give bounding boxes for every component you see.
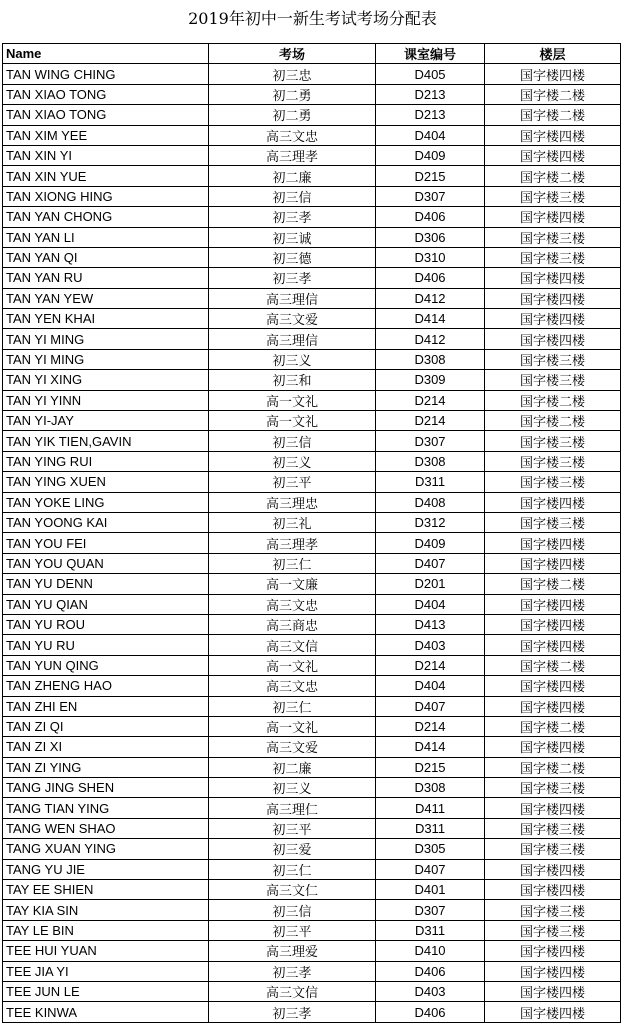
cell-room: D213 <box>376 84 485 104</box>
cell-room: D412 <box>376 288 485 308</box>
cell-room: D311 <box>376 818 485 838</box>
cell-name: TAN YI XING <box>3 370 209 390</box>
cell-room: D214 <box>376 716 485 736</box>
cell-name: TAN XIN YI <box>3 145 209 165</box>
cell-hall: 初三诚 <box>209 227 376 247</box>
cell-room: D404 <box>376 125 485 145</box>
table-row <box>3 737 621 757</box>
table-row <box>3 880 621 900</box>
cell-name: TAN YAN LI <box>3 227 209 247</box>
cell-floor: 国字楼四楼 <box>485 676 621 696</box>
cell-floor: 国字楼四楼 <box>485 614 621 634</box>
table-header-row <box>3 44 621 64</box>
cell-name: TEE JIA YI <box>3 961 209 981</box>
table-row <box>3 920 621 940</box>
cell-floor: 国字楼二楼 <box>485 105 621 125</box>
cell-room: D406 <box>376 207 485 227</box>
cell-hall: 初三孝 <box>209 1002 376 1022</box>
cell-room: D214 <box>376 411 485 431</box>
cell-room: D308 <box>376 349 485 369</box>
table-row <box>3 655 621 675</box>
table-row <box>3 900 621 920</box>
cell-room: D407 <box>376 696 485 716</box>
cell-name: TAN XIAO TONG <box>3 105 209 125</box>
cell-name: TAN YAN QI <box>3 247 209 267</box>
cell-name: TEE JUN LE <box>3 981 209 1001</box>
cell-name: TAN XIONG HING <box>3 186 209 206</box>
cell-floor: 国字楼二楼 <box>485 390 621 410</box>
cell-room: D413 <box>376 614 485 634</box>
table-row <box>3 288 621 308</box>
cell-floor: 国字楼二楼 <box>485 655 621 675</box>
cell-room: D407 <box>376 859 485 879</box>
cell-room: D412 <box>376 329 485 349</box>
table-row <box>3 594 621 614</box>
cell-hall: 高三文忠 <box>209 125 376 145</box>
table-row <box>3 981 621 1001</box>
cell-floor: 国字楼三楼 <box>485 431 621 451</box>
cell-name: TAN YAN RU <box>3 268 209 288</box>
cell-name: TEE KINWA <box>3 1002 209 1022</box>
cell-room: D215 <box>376 757 485 777</box>
cell-room: D403 <box>376 981 485 1001</box>
table-row <box>3 268 621 288</box>
cell-room: D403 <box>376 635 485 655</box>
cell-floor: 国字楼四楼 <box>485 594 621 614</box>
cell-floor: 国字楼四楼 <box>485 268 621 288</box>
table-row <box>3 696 621 716</box>
cell-floor: 国字楼三楼 <box>485 247 621 267</box>
column-header-name: Name <box>3 44 209 64</box>
column-header-hall: 考场 <box>209 44 376 64</box>
cell-name: TANG YU JIE <box>3 859 209 879</box>
table-row <box>3 227 621 247</box>
cell-hall: 高一文礼 <box>209 390 376 410</box>
table-row <box>3 798 621 818</box>
cell-hall: 初三孝 <box>209 268 376 288</box>
cell-hall: 初二勇 <box>209 105 376 125</box>
cell-name: TANG JING SHEN <box>3 778 209 798</box>
cell-hall: 高一文廉 <box>209 574 376 594</box>
cell-hall: 初三信 <box>209 186 376 206</box>
table-row <box>3 614 621 634</box>
cell-name: TAN YI MING <box>3 349 209 369</box>
cell-floor: 国字楼四楼 <box>485 1002 621 1022</box>
cell-room: D305 <box>376 839 485 859</box>
cell-name: TAN WING CHING <box>3 64 209 84</box>
cell-name: TAN YU RU <box>3 635 209 655</box>
cell-room: D409 <box>376 145 485 165</box>
cell-room: D407 <box>376 553 485 573</box>
cell-room: D401 <box>376 880 485 900</box>
column-header-room: 课室编号 <box>376 44 485 64</box>
cell-hall: 高三理仁 <box>209 798 376 818</box>
cell-room: D414 <box>376 737 485 757</box>
cell-floor: 国字楼三楼 <box>485 839 621 859</box>
cell-floor: 国字楼四楼 <box>485 880 621 900</box>
cell-room: D406 <box>376 961 485 981</box>
cell-hall: 高三理孝 <box>209 533 376 553</box>
cell-floor: 国字楼四楼 <box>485 64 621 84</box>
cell-room: D214 <box>376 655 485 675</box>
cell-hall: 初二勇 <box>209 84 376 104</box>
cell-floor: 国字楼二楼 <box>485 166 621 186</box>
cell-room: D405 <box>376 64 485 84</box>
cell-hall: 初三仁 <box>209 553 376 573</box>
table-row <box>3 818 621 838</box>
cell-name: TAN ZI XI <box>3 737 209 757</box>
cell-name: TAN YOKE LING <box>3 492 209 512</box>
cell-hall: 初三义 <box>209 451 376 471</box>
cell-room: D408 <box>376 492 485 512</box>
cell-room: D307 <box>376 900 485 920</box>
cell-hall: 高三理信 <box>209 329 376 349</box>
table-row <box>3 186 621 206</box>
cell-name: TAN YAN CHONG <box>3 207 209 227</box>
table-row <box>3 145 621 165</box>
cell-hall: 高三文爱 <box>209 737 376 757</box>
cell-floor: 国字楼三楼 <box>485 472 621 492</box>
cell-room: D309 <box>376 370 485 390</box>
cell-name: TAN YING RUI <box>3 451 209 471</box>
cell-hall: 初三孝 <box>209 961 376 981</box>
cell-floor: 国字楼三楼 <box>485 778 621 798</box>
cell-floor: 国字楼四楼 <box>485 533 621 553</box>
cell-name: TAN XIAO TONG <box>3 84 209 104</box>
cell-name: TAN YEN KHAI <box>3 309 209 329</box>
table-body <box>3 64 621 1022</box>
table-row <box>3 472 621 492</box>
cell-hall: 高三文信 <box>209 635 376 655</box>
cell-name: TAN ZHI EN <box>3 696 209 716</box>
cell-hall: 高三文爱 <box>209 309 376 329</box>
cell-name: TAN YI YINN <box>3 390 209 410</box>
cell-floor: 国字楼四楼 <box>485 309 621 329</box>
column-header-floor: 楼层 <box>485 44 621 64</box>
cell-hall: 初三信 <box>209 431 376 451</box>
table-row <box>3 349 621 369</box>
cell-floor: 国字楼四楼 <box>485 145 621 165</box>
cell-floor: 国字楼四楼 <box>485 207 621 227</box>
cell-name: TAY EE SHIEN <box>3 880 209 900</box>
table-row <box>3 64 621 84</box>
table-row <box>3 778 621 798</box>
cell-room: D214 <box>376 390 485 410</box>
cell-hall: 高三理忠 <box>209 492 376 512</box>
table-row <box>3 431 621 451</box>
cell-floor: 国字楼四楼 <box>485 553 621 573</box>
cell-floor: 国字楼四楼 <box>485 492 621 512</box>
table-row <box>3 125 621 145</box>
cell-hall: 高一文礼 <box>209 411 376 431</box>
table-row <box>3 859 621 879</box>
cell-floor: 国字楼三楼 <box>485 451 621 471</box>
cell-floor: 国字楼四楼 <box>485 961 621 981</box>
cell-floor: 国字楼三楼 <box>485 186 621 206</box>
cell-hall: 初三和 <box>209 370 376 390</box>
cell-hall: 初三孝 <box>209 207 376 227</box>
cell-name: TAN YOONG KAI <box>3 512 209 532</box>
cell-hall: 高三商忠 <box>209 614 376 634</box>
cell-hall: 初三义 <box>209 778 376 798</box>
cell-floor: 国字楼四楼 <box>485 981 621 1001</box>
cell-name: TANG WEN SHAO <box>3 818 209 838</box>
cell-name: TAN YAN YEW <box>3 288 209 308</box>
cell-floor: 国字楼三楼 <box>485 512 621 532</box>
cell-hall: 初三平 <box>209 818 376 838</box>
cell-floor: 国字楼三楼 <box>485 349 621 369</box>
cell-hall: 初三礼 <box>209 512 376 532</box>
table-row <box>3 309 621 329</box>
cell-name: TAN YU QIAN <box>3 594 209 614</box>
cell-name: TAN YI-JAY <box>3 411 209 431</box>
cell-room: D307 <box>376 431 485 451</box>
cell-hall: 高一文礼 <box>209 655 376 675</box>
table-row <box>3 676 621 696</box>
cell-floor: 国字楼二楼 <box>485 574 621 594</box>
cell-floor: 国字楼二楼 <box>485 411 621 431</box>
cell-room: D410 <box>376 941 485 961</box>
cell-hall: 初三平 <box>209 920 376 940</box>
cell-room: D411 <box>376 798 485 818</box>
cell-hall: 高三文忠 <box>209 594 376 614</box>
cell-room: D414 <box>376 309 485 329</box>
cell-hall: 初三爱 <box>209 839 376 859</box>
table-row <box>3 329 621 349</box>
cell-name: TAN ZI YING <box>3 757 209 777</box>
cell-hall: 高三文信 <box>209 981 376 1001</box>
cell-floor: 国字楼二楼 <box>485 757 621 777</box>
table-row <box>3 533 621 553</box>
cell-hall: 初三忠 <box>209 64 376 84</box>
cell-name: TEE HUI YUAN <box>3 941 209 961</box>
table-row <box>3 207 621 227</box>
cell-floor: 国字楼四楼 <box>485 859 621 879</box>
cell-floor: 国字楼三楼 <box>485 227 621 247</box>
cell-hall: 初二廉 <box>209 757 376 777</box>
table-row <box>3 451 621 471</box>
cell-floor: 国字楼三楼 <box>485 920 621 940</box>
cell-floor: 国字楼四楼 <box>485 798 621 818</box>
table-row <box>3 105 621 125</box>
table-row <box>3 411 621 431</box>
cell-room: D311 <box>376 472 485 492</box>
cell-floor: 国字楼三楼 <box>485 818 621 838</box>
cell-name: TAN ZHENG HAO <box>3 676 209 696</box>
table-row <box>3 961 621 981</box>
cell-room: D404 <box>376 676 485 696</box>
cell-name: TAN XIN YUE <box>3 166 209 186</box>
cell-floor: 国字楼四楼 <box>485 329 621 349</box>
cell-name: TAN YUN QING <box>3 655 209 675</box>
table-row <box>3 370 621 390</box>
cell-room: D409 <box>376 533 485 553</box>
cell-room: D201 <box>376 574 485 594</box>
page-title: 2019年初中一新生考试考场分配表 <box>188 9 437 28</box>
cell-room: D312 <box>376 512 485 532</box>
table-row <box>3 941 621 961</box>
table-row <box>3 84 621 104</box>
cell-name: TAN YI MING <box>3 329 209 349</box>
cell-name: TAN YING XUEN <box>3 472 209 492</box>
cell-room: D308 <box>376 451 485 471</box>
table-row <box>3 247 621 267</box>
cell-room: D307 <box>376 186 485 206</box>
cell-name: TAN YOU QUAN <box>3 553 209 573</box>
cell-hall: 高一文礼 <box>209 716 376 736</box>
cell-hall: 高三文忠 <box>209 676 376 696</box>
cell-name: TAN YIK TIEN,GAVIN <box>3 431 209 451</box>
cell-hall: 初二廉 <box>209 166 376 186</box>
cell-hall: 高三文仁 <box>209 880 376 900</box>
cell-room: D215 <box>376 166 485 186</box>
cell-room: D311 <box>376 920 485 940</box>
cell-floor: 国字楼四楼 <box>485 635 621 655</box>
cell-floor: 国字楼二楼 <box>485 84 621 104</box>
cell-floor: 国字楼四楼 <box>485 288 621 308</box>
table-row <box>3 839 621 859</box>
cell-room: D213 <box>376 105 485 125</box>
cell-hall: 初三德 <box>209 247 376 267</box>
cell-hall: 初三信 <box>209 900 376 920</box>
table-row <box>3 512 621 532</box>
table-row <box>3 390 621 410</box>
cell-room: D308 <box>376 778 485 798</box>
table-row <box>3 1002 621 1022</box>
cell-name: TAN ZI QI <box>3 716 209 736</box>
table-row <box>3 635 621 655</box>
cell-hall: 高三理爱 <box>209 941 376 961</box>
cell-room: D406 <box>376 268 485 288</box>
cell-room: D406 <box>376 1002 485 1022</box>
table-row <box>3 166 621 186</box>
cell-floor: 国字楼四楼 <box>485 125 621 145</box>
cell-floor: 国字楼四楼 <box>485 696 621 716</box>
allocation-table <box>2 43 621 1023</box>
table-row <box>3 553 621 573</box>
cell-room: D404 <box>376 594 485 614</box>
cell-name: TANG XUAN YING <box>3 839 209 859</box>
table-row <box>3 574 621 594</box>
cell-name: TAY KIA SIN <box>3 900 209 920</box>
cell-room: D306 <box>376 227 485 247</box>
cell-floor: 国字楼三楼 <box>485 370 621 390</box>
cell-hall: 初三平 <box>209 472 376 492</box>
cell-floor: 国字楼三楼 <box>485 900 621 920</box>
cell-floor: 国字楼二楼 <box>485 716 621 736</box>
cell-hall: 初三仁 <box>209 859 376 879</box>
cell-hall: 初三仁 <box>209 696 376 716</box>
cell-floor: 国字楼四楼 <box>485 737 621 757</box>
cell-floor: 国字楼四楼 <box>485 941 621 961</box>
table-row <box>3 492 621 512</box>
cell-room: D310 <box>376 247 485 267</box>
table-row <box>3 757 621 777</box>
cell-hall: 高三理信 <box>209 288 376 308</box>
cell-name: TAN XIM YEE <box>3 125 209 145</box>
cell-hall: 高三理孝 <box>209 145 376 165</box>
cell-name: TAN YOU FEI <box>3 533 209 553</box>
cell-name: TAN YU ROU <box>3 614 209 634</box>
table-row <box>3 716 621 736</box>
cell-name: TAY LE BIN <box>3 920 209 940</box>
cell-hall: 初三义 <box>209 349 376 369</box>
cell-name: TAN YU DENN <box>3 574 209 594</box>
cell-name: TANG TIAN YING <box>3 798 209 818</box>
